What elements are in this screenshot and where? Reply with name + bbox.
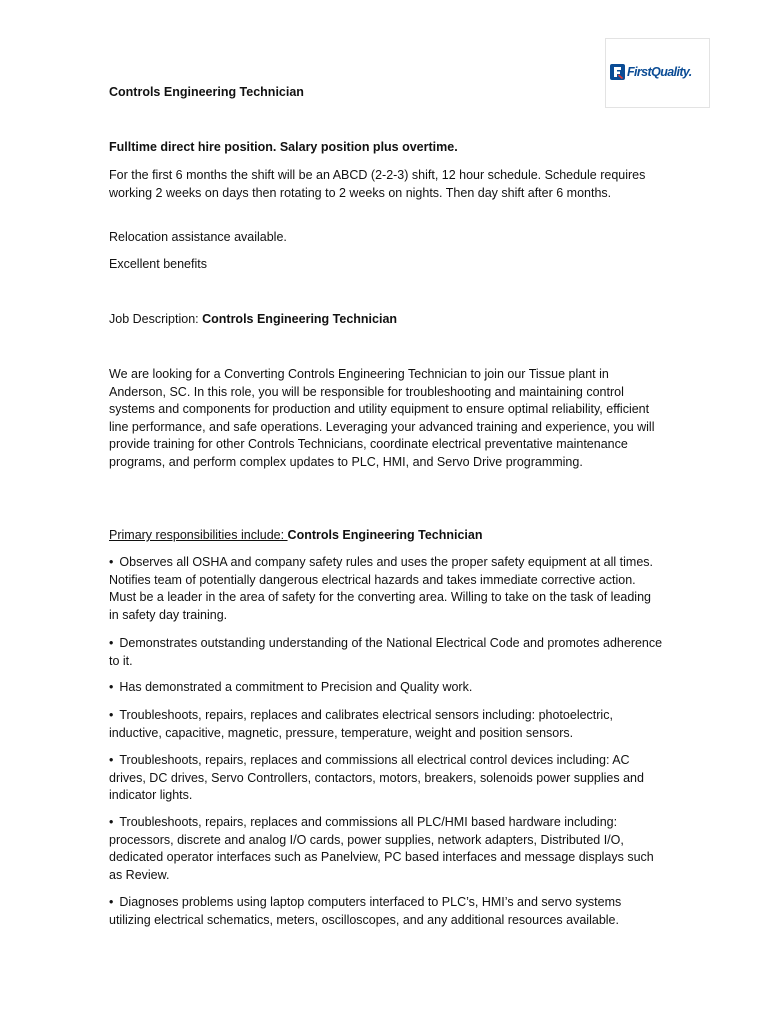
responsibility-item — [109, 752, 664, 805]
responsibility-text: Troubleshoots, repairs, replaces and calibrates electrical sensors including: photoelectric, inductive, capacitive, magnetic, pressure, temperature, weight and position sensors. — [109, 708, 613, 740]
first-quality-logo-icon — [610, 64, 625, 80]
position-headline: Fulltime direct hire position. Salary position plus overtime. — [109, 140, 458, 154]
responsibilities-label: Primary responsibilities include: — [109, 528, 288, 542]
responsibilities-value: Controls Engineering Technician — [287, 528, 483, 542]
responsibility-text: Troubleshoots, repairs, replaces and commissions all PLC/HMI based hardware including: processors, discrete and analog I/O cards, power supplies, network adapters, Distributed I/O, dedicated operator interfaces such as Panelview, PC based interfaces and message displays such as Review. — [109, 815, 654, 882]
responsibility-item — [109, 707, 664, 742]
bullet-icon: • — [109, 753, 114, 767]
summary-paragraph: We are looking for a Converting Controls Engineering Technician to join our Tissue plant in Anderson, SC. In this role, you will be responsible for troubleshooting and maintaining control systems and components for production and utility equipment to ensure optimal reliability, efficient line performance, and safe operations. Leveraging your advanced training and experience, you will provide training for other Controls Technicians, coordinate electrical preventative maintenance programs, and perform complex updates to PLC, HMI, and Servo Drive programming. — [109, 367, 655, 469]
job-description-value: Controls Engineering Technician — [202, 312, 398, 326]
responsibility-text: Has demonstrated a commitment to Precision and Quality work. — [119, 680, 473, 694]
document-title: Controls Engineering Technician — [109, 85, 304, 99]
bullet-icon: • — [109, 636, 114, 650]
responsibility-text: Demonstrates outstanding understanding of the National Electrical Code and promotes adherence to it. — [109, 636, 663, 668]
logo-wordmark: FirstQuality. — [627, 65, 692, 79]
responsibility-text: Observes all OSHA and company safety rules and uses the proper safety equipment at all times. Notifies team of potentially dangerous electrical hazards and takes immediate corrective action. Must be a leader in the area of safety for the converting area. Willing to take on the task of leading in safety day training. — [109, 555, 653, 622]
bullet-icon: • — [109, 815, 114, 829]
responsibility-item — [109, 679, 664, 697]
schedule-paragraph: For the first 6 months the shift will be an ABCD (2-2-3) shift, 12 hour schedule. Schedule requires working 2 weeks on days then rotating to 2 weeks on nights. Then day shift after 6 months. — [109, 168, 646, 200]
responsibility-text: Diagnoses problems using laptop computers interfaced to PLC’s, HMI’s and servo systems utilizing electrical schematics, meters, oscilloscopes, and any additional resources available. — [109, 895, 622, 927]
responsibility-item — [109, 554, 664, 624]
bullet-icon: • — [109, 555, 114, 569]
job-description-line — [109, 311, 664, 329]
bullet-icon: • — [109, 708, 114, 722]
job-description-label: Job Description: — [109, 312, 203, 326]
benefits-line: Excellent benefits — [109, 257, 207, 271]
responsibility-item — [109, 814, 664, 884]
relocation-line: Relocation assistance available. — [109, 230, 287, 244]
responsibility-text: Troubleshoots, repairs, replaces and commissions all electrical control devices including: AC drives, DC drives, Servo Controllers, contactors, motors, breakers, solenoids power supplies and indicator lights. — [109, 753, 644, 803]
bullet-icon: • — [109, 895, 114, 909]
responsibility-item — [109, 894, 664, 929]
bullet-icon: • — [109, 680, 114, 694]
responsibilities-heading — [109, 527, 664, 545]
responsibility-item — [109, 635, 664, 670]
